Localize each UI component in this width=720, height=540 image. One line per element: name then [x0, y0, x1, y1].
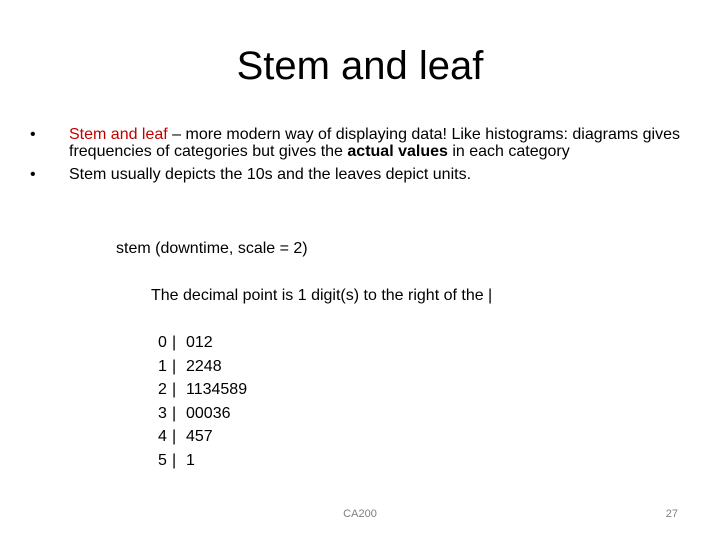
stem-value: 4 — [158, 428, 167, 445]
leaf-values: 2248 — [186, 357, 222, 375]
leaf-values: 1134589 — [186, 381, 248, 398]
leaf-values: 012 — [186, 334, 213, 351]
leaf-values: 00036 — [186, 404, 231, 422]
stem-value: 2 — [158, 381, 167, 398]
leaf-values: 1 — [186, 451, 195, 469]
bullet-marker: • — [30, 166, 36, 183]
r-command: stem (downtime, scale = 2) — [116, 240, 308, 257]
stem-value: 5 — [158, 451, 167, 469]
bullet-item — [30, 126, 680, 160]
stem-separator: | — [172, 451, 177, 469]
stem-value: 1 — [158, 357, 167, 375]
bullet-item — [30, 166, 680, 183]
footer-course: CA200 — [343, 508, 377, 520]
stem-value: 3 — [158, 404, 167, 422]
bullet-list — [30, 126, 680, 189]
stem-row — [158, 331, 247, 355]
stem-value: 0 — [158, 334, 167, 351]
stem-row — [158, 378, 247, 402]
stem-row — [158, 449, 247, 473]
stem-separator: | — [172, 334, 177, 351]
page-number: 27 — [665, 508, 678, 520]
stem-separator: | — [172, 381, 177, 398]
bullet-marker: • — [30, 126, 36, 143]
decimal-point-note: The decimal point is 1 digit(s) to the right of the | — [151, 287, 493, 304]
stem-row — [158, 355, 247, 379]
bullet-text: Stem usually depicts the 10s and the leaves depict units. — [69, 166, 472, 183]
stem-separator: | — [172, 357, 177, 375]
bullet-text: in each category — [447, 143, 570, 160]
slide-title: Stem and leaf — [236, 44, 484, 88]
bold-phrase: actual values — [347, 143, 448, 160]
leaf-values: 457 — [186, 428, 213, 445]
stem-row — [158, 402, 247, 426]
stem-leaf-plot — [158, 331, 247, 472]
bullet-text: – more modern way of displaying data! Like histograms: diagrams gives frequencies of categories but gives the — [69, 126, 680, 160]
stem-row — [158, 425, 247, 449]
stem-separator: | — [172, 404, 177, 422]
highlighted-term: Stem and leaf — [69, 126, 168, 143]
stem-separator: | — [172, 428, 177, 445]
